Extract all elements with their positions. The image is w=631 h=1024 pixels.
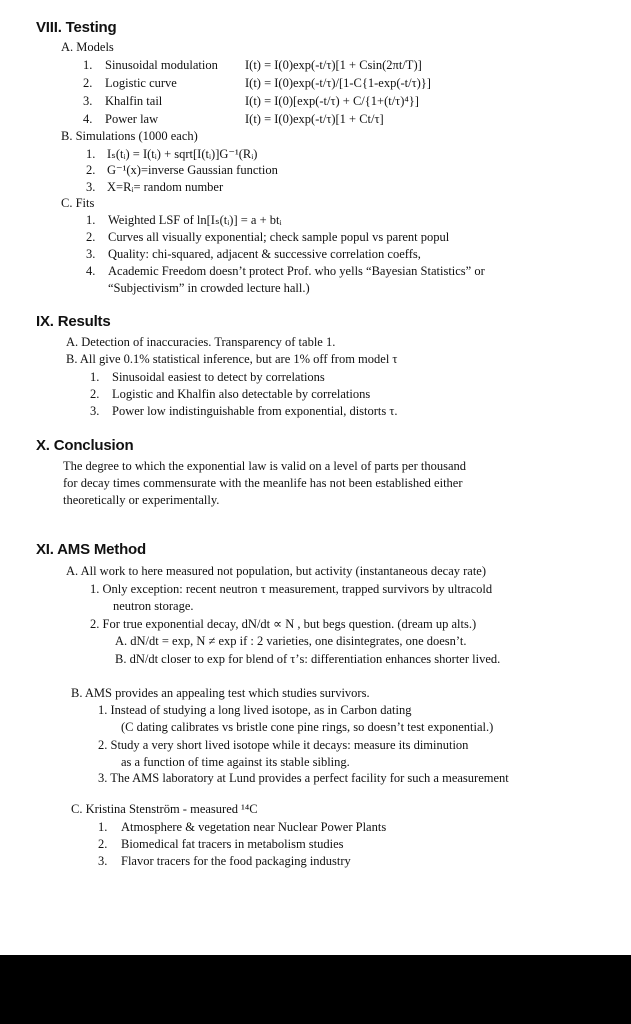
- sim-text: Iₛ(tᵢ) = I(tᵢ) + sqrt[I(tᵢ)]G⁻¹(Rᵢ): [107, 147, 258, 161]
- model-name: Khalfin tail: [105, 94, 163, 108]
- simulations-label: B. Simulations (1000 each): [61, 129, 198, 143]
- scan-border-bottom: [0, 955, 631, 1024]
- sim-text: X=Rᵢ= random number: [107, 180, 224, 194]
- fit-num: 1.: [86, 213, 96, 227]
- model-num: 2.: [83, 76, 93, 90]
- ams-c-text: Atmosphere & vegetation near Nuclear Power Plants: [121, 820, 387, 834]
- ams-b1: 1. Instead of studying a long lived isotope, as in Carbon dating: [98, 703, 412, 717]
- results-b: B. All give 0.1% statistical inference, but are 1% off from model τ: [66, 352, 398, 366]
- ams-a1: 1. Only exception: recent neutron τ measurement, trapped survivors by ultracold: [90, 582, 493, 596]
- result-num: 1.: [90, 370, 100, 384]
- ams-c: C. Kristina Stenström - measured ¹⁴C: [71, 802, 258, 816]
- section-heading-ams: XI. AMS Method: [36, 541, 146, 558]
- model-formula: I(t) = I(0)exp(-t/τ)[1 + Ct/τ]: [245, 112, 384, 126]
- result-text: Power low indistinguishable from exponential, distorts τ.: [112, 404, 398, 418]
- sim-num: 2.: [86, 163, 96, 177]
- conclusion-line: theoretically or experimentally.: [63, 493, 220, 507]
- result-num: 2.: [90, 387, 100, 401]
- section-heading-results: IX. Results: [36, 313, 111, 330]
- fit-text: Quality: chi-squared, adjacent & successive correlation coeffs,: [108, 247, 421, 261]
- section-heading-testing: VIII. Testing: [36, 19, 117, 36]
- ams-b1-cont: (C dating calibrates vs bristle cone pine rings, so doesn’t test exponential.): [121, 720, 494, 734]
- model-formula: I(t) = I(0)exp(-t/τ)[1 + Csin(2πt/T)]: [245, 58, 422, 72]
- result-num: 3.: [90, 404, 100, 418]
- models-label: A. Models: [61, 40, 114, 54]
- ams-c-num: 3.: [98, 854, 108, 868]
- result-text: Logistic and Khalfin also detectable by correlations: [112, 387, 371, 401]
- ams-b3: 3. The AMS laboratory at Lund provides a perfect facility for such a measurement: [98, 771, 509, 785]
- fit-text: Academic Freedom doesn’t protect Prof. who yells “Bayesian Statistics” or: [108, 264, 485, 278]
- model-num: 4.: [83, 112, 93, 126]
- ams-b: B. AMS provides an appealing test which studies survivors.: [71, 686, 370, 700]
- ams-a2-B: B. dN/dt closer to exp for blend of τ’s: differentiation enhances shorter lived.: [115, 652, 501, 666]
- ams-c-num: 1.: [98, 820, 108, 834]
- ams-a: A. All work to here measured not population, but activity (instantaneous decay rate): [66, 564, 487, 578]
- sim-text: G⁻¹(x)=inverse Gaussian function: [107, 163, 278, 177]
- ams-a2: 2. For true exponential decay, dN/dt ∝ N , but begs question. (dream up alts.): [90, 617, 477, 631]
- fit-text: Weighted LSF of ln[Iₛ(tᵢ)] = a + btᵢ: [108, 213, 282, 227]
- conclusion-line: The degree to which the exponential law is valid on a level of parts per thousand: [63, 459, 466, 473]
- ams-a1-cont: neutron storage.: [113, 599, 194, 613]
- model-num: 1.: [83, 58, 93, 72]
- result-text: Sinusoidal easiest to detect by correlations: [112, 370, 325, 384]
- model-name: Logistic curve: [105, 76, 177, 90]
- model-formula: I(t) = I(0)[exp(-t/τ) + C/{1+(t/τ)⁴}]: [245, 94, 419, 108]
- model-num: 3.: [83, 94, 93, 108]
- ams-a2-A: A. dN/dt = exp, N ≠ exp if : 2 varieties, one disintegrates, one doesn’t.: [115, 634, 467, 648]
- fit-num: 2.: [86, 230, 96, 244]
- sim-num: 1.: [86, 147, 96, 161]
- section-heading-conclusion: X. Conclusion: [36, 437, 134, 454]
- ams-b2: 2. Study a very short lived isotope while it decays: measure its diminution: [98, 738, 469, 752]
- model-formula: I(t) = I(0)exp(-t/τ)/[1-C{1-exp(-t/τ)}]: [245, 76, 431, 90]
- conclusion-line: for decay times commensurate with the meanlife has not been established either: [63, 476, 463, 490]
- results-a: A. Detection of inaccuracies. Transparency of table 1.: [66, 335, 336, 349]
- fit-num: 3.: [86, 247, 96, 261]
- model-name: Power law: [105, 112, 159, 126]
- fits-label: C. Fits: [61, 196, 95, 210]
- ams-c-text: Biomedical fat tracers in metabolism studies: [121, 837, 344, 851]
- ams-b2-cont: as a function of time against its stable sibling.: [121, 755, 350, 769]
- ams-c-num: 2.: [98, 837, 108, 851]
- sim-num: 3.: [86, 180, 96, 194]
- model-name: Sinusoidal modulation: [105, 58, 218, 72]
- fit-text: Curves all visually exponential; check sample popul vs parent popul: [108, 230, 450, 244]
- fit-num: 4.: [86, 264, 96, 278]
- fit-text: “Subjectivism” in crowded lecture hall.): [108, 281, 310, 295]
- ams-c-text: Flavor tracers for the food packaging industry: [121, 854, 351, 868]
